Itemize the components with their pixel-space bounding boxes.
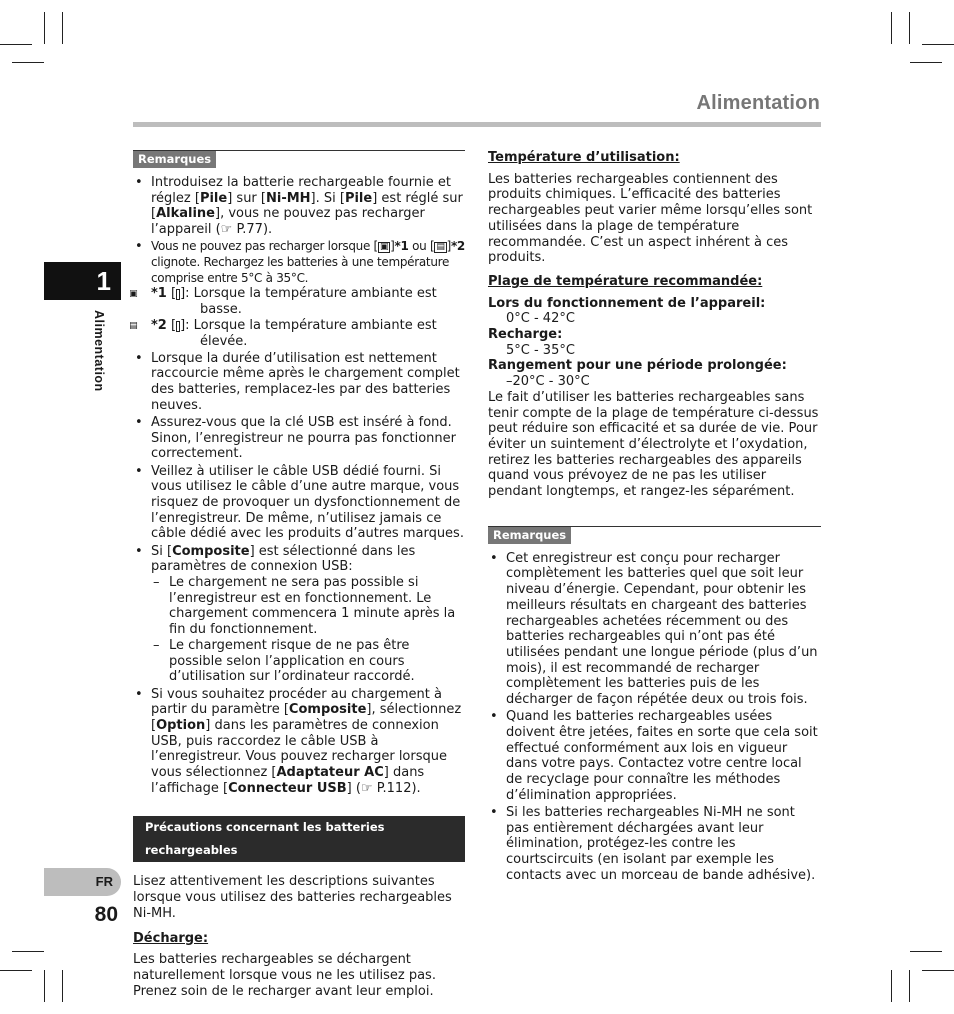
remarks-tag: Remarques xyxy=(133,151,216,168)
footnote-1: *1 [▣ ]: Lorsque la température ambiante est basse. xyxy=(129,286,437,318)
precautions-intro: Lisez attentivement les descriptions suivantes lorsque vous utilisez des batteries rechargeables Ni-MH. xyxy=(133,874,452,921)
battery-low-icon: ▣ xyxy=(379,242,389,253)
right-column xyxy=(488,150,821,885)
crop-mark xyxy=(910,62,942,63)
keyword: Option xyxy=(156,717,206,733)
temperature-heading: Température d’utilisation: xyxy=(488,150,680,165)
crop-mark xyxy=(0,970,32,971)
crop-mark xyxy=(12,62,44,63)
crop-mark xyxy=(909,970,910,1002)
page-number: 80 xyxy=(94,903,118,926)
footnote-2: *2 [▤ ]: Lorsque la température ambiante est élevée. xyxy=(129,317,437,349)
list-item: • Si les batteries rechargeables Ni-MH ne sont pas entièrement déchargées avant leur élimination, protégez-les contre les courtscircuits (en isolant par exemple les contacts avec un morceau de bande adhésive). xyxy=(488,805,821,884)
left-column xyxy=(129,150,465,999)
remarks-list xyxy=(129,175,465,796)
text: ] sur [ xyxy=(227,190,266,206)
crop-mark xyxy=(909,12,910,44)
operation-label: Lors du fonctionnement de l’appareil: xyxy=(488,295,766,311)
keyword: *1 xyxy=(394,239,409,254)
storage-label: Rangement pour une période prolongée: xyxy=(488,358,787,374)
text: ou [ xyxy=(408,239,435,254)
text: : Lorsque la température ambiante est élevée. xyxy=(185,317,437,349)
decharge-text: Les batteries rechargeables se déchargent naturellement lorsque vous ne les utilisez pas. Prenez soin de le recharger avant leur emploi. xyxy=(133,952,436,999)
text: ] est réglé sur [ xyxy=(151,190,463,222)
operation-value: 0°C - 42°C xyxy=(506,311,575,327)
sub-list-item: – Le chargement risque de ne pas être possible selon l’application en cours d’utilisation sur l’ordinateur raccordé. xyxy=(151,638,465,685)
list-item xyxy=(133,175,465,238)
storage-value: –20°C - 30°C xyxy=(506,374,590,390)
list-item: • Assurez-vous que la clé USB est inséré à fond. Sinon, l’enregistreur ne pourra pas fonctionner correctement. xyxy=(133,415,465,462)
text: ] dans les paramètres de connexion USB, puis raccordez le câble USB à l’enregistreur. Vous pouvez recharger lorsque vous sélectionnez [ xyxy=(151,717,447,781)
keyword: Adaptateur AC xyxy=(276,765,384,781)
text: ] xyxy=(446,239,451,254)
text: Vous ne pouvez pas recharger lorsque [ xyxy=(151,239,378,254)
range-heading: Plage de température recommandée: xyxy=(488,273,763,289)
keyword: Pile xyxy=(344,190,373,206)
crop-mark xyxy=(62,12,63,44)
temperature-text: Les batteries rechargeables contiennent des produits chimiques. L’efficacité des batteries rechargeables peut varier même lorsqu’elles sont utilisées dans la plage de température recommandée. C’est un aspect inhérent à ces produits. xyxy=(488,171,813,266)
chapter-tab xyxy=(44,262,121,300)
keyword: *1 xyxy=(151,286,167,302)
battery-low-icon: ▣ xyxy=(176,289,180,300)
list-item xyxy=(133,687,465,797)
decharge-heading: Décharge: xyxy=(133,930,209,946)
keyword: *2 xyxy=(151,317,167,333)
crop-mark xyxy=(922,44,954,45)
text: clignote. Rechargez les batteries à une température comprise entre 5°C à 35°C. xyxy=(151,255,450,285)
list-item: • Quand les batteries rechargeables usées doivent être jetées, faites en sorte que cela soit effectué conformément aux lois en vigueur dans votre pays. Contactez votre centre local de recyclage pour connaître les méthodes d’élimination appropriées. xyxy=(488,709,821,803)
text: Introduisez la batterie rechargeable fournie et réglez [ xyxy=(151,175,451,206)
text: Si vous souhaitez procéder au chargement à partir du paramètre [ xyxy=(151,686,442,718)
keyword: *2 xyxy=(450,239,465,254)
crop-mark xyxy=(891,970,892,1002)
language-code: FR xyxy=(95,874,113,889)
text: ], sélectionnez [ xyxy=(151,702,462,733)
keyword: Ni-MH xyxy=(265,190,311,206)
battery-high-icon: ▤ xyxy=(176,321,180,332)
remarks-header xyxy=(133,150,465,169)
sub-list xyxy=(151,575,465,685)
text: ] (☞ P.112). xyxy=(346,780,421,796)
range-text: Le fait d’utiliser les batteries rechargeables sans tenir compte de la plage de température ci-dessus peut réduire son efficacité et sa durée de vie. Pour éviter un suintement d’électrolyte et l’oxydation, retirez les batteries rechargeables des appareils quand vous prévoyez de ne pas les utiliser pendant longtemps, et rangez-les séparément. xyxy=(488,389,819,500)
crop-mark xyxy=(44,970,45,1002)
text: : Lorsque la température ambiante est basse. xyxy=(185,286,437,318)
charge-value: 5°C - 35°C xyxy=(506,342,575,358)
battery-high-icon: ▤ xyxy=(436,242,445,253)
precautions-header: Précautions concernant les batteries rechargeables xyxy=(133,816,465,862)
keyword: Connecteur USB xyxy=(228,780,347,796)
remarks-header xyxy=(488,526,821,545)
list-item xyxy=(133,544,465,685)
crop-mark xyxy=(62,970,63,1002)
crop-mark xyxy=(891,12,892,44)
remarks-list xyxy=(488,551,821,884)
list-item: • Cet enregistreur est conçu pour recharger complètement les batteries quel que soit leur niveau d’énergie. Cependant, pour obtenir les meilleurs résultats en chargeant des batteries rechargeables achetées récemment ou des batteries rechargeables qui n’ont pas été utilisées pendant une longue période (plus d’un mois), il est recommandé de recharger complètement les batteries puis de les décharger de façon répétée deux ou trois fois. xyxy=(488,551,821,708)
crop-mark xyxy=(44,12,45,44)
crop-mark xyxy=(0,44,32,45)
text: ], vous ne pouvez pas recharger l’appareil (☞ P.77). xyxy=(151,206,425,238)
text: ] xyxy=(390,239,395,254)
list-item: • Veillez à utiliser le câble USB dédié fourni. Si vous utilisez le câble d’une autre marque, vous risquez de provoquer un dysfonctionnement de l’enregistreur. De même, n’utilisez jamais ce câble dédié avec les produits d’autres marques. xyxy=(133,464,465,543)
chapter-label: Alimentation xyxy=(92,310,106,392)
chapter-number: 1 xyxy=(96,266,111,296)
language-tab xyxy=(44,868,121,896)
charge-label: Recharge: xyxy=(488,327,563,343)
text: ] est sélectionné dans les paramètres de connexion USB: xyxy=(151,543,416,575)
crop-mark xyxy=(922,970,954,971)
keyword: Pile xyxy=(199,190,228,206)
page-title: Alimentation xyxy=(696,92,820,114)
charge-blink-note xyxy=(151,239,465,286)
text: ] dans l’affichage [ xyxy=(151,765,425,796)
title-rule xyxy=(133,122,821,127)
crop-mark xyxy=(12,951,44,952)
sub-list-item: – Le chargement ne sera pas possible si l’enregistreur est en fonctionnement. Le chargement commencera 1 minute après la fin du fonctionnement. xyxy=(151,575,465,638)
list-item: • Lorsque la durée d’utilisation est nettement raccourcie même après le chargement complet des batteries, remplacez-les par des batteries neuves. xyxy=(133,351,465,414)
text: Si [ xyxy=(151,543,173,559)
list-item xyxy=(129,239,465,349)
keyword: Composite xyxy=(172,543,250,559)
remarks-tag: Remarques xyxy=(488,527,571,544)
keyword: Composite xyxy=(288,702,367,718)
text: ]. Si [ xyxy=(310,190,345,206)
crop-mark xyxy=(910,951,942,952)
keyword: Alkaline xyxy=(156,206,215,222)
